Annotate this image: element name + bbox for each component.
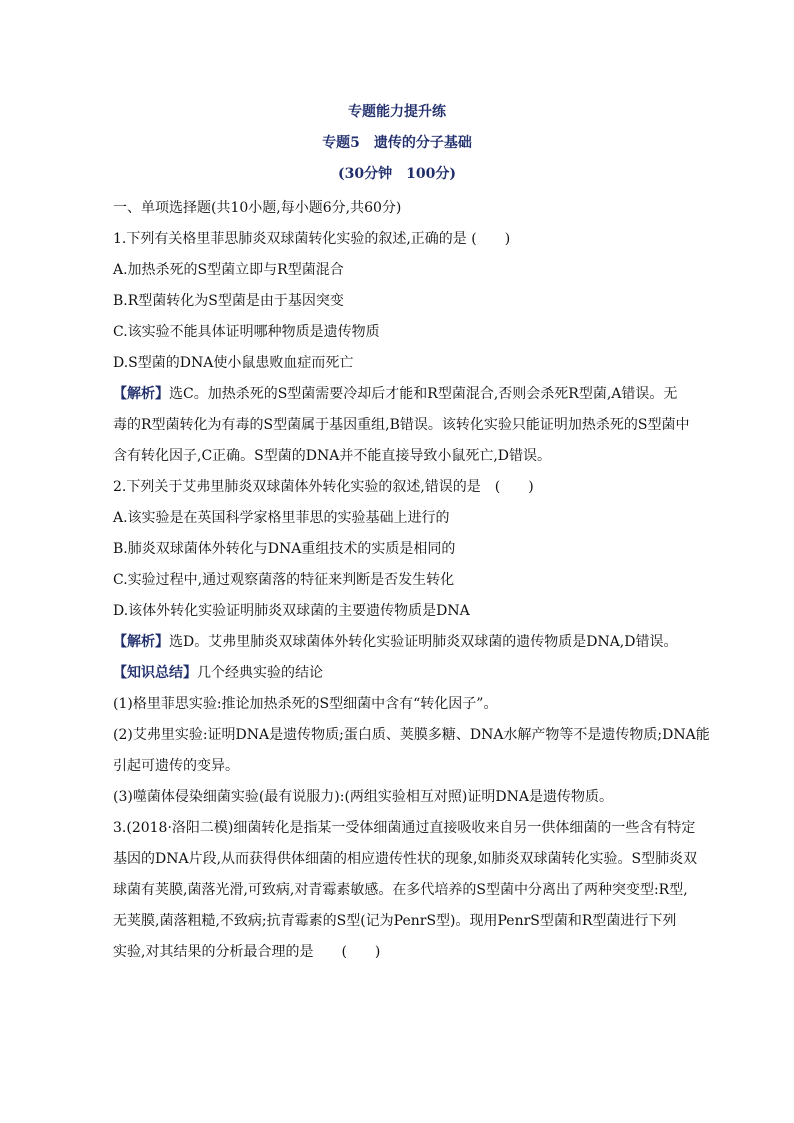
question-3-line-5: 实验,对其结果的分析最合理的是 ( ) <box>113 944 381 960</box>
question-2-option-d: D.该体外转化实验证明肺炎双球菌的主要遗传物质是DNA <box>113 603 470 619</box>
analysis-text: 选C。加热杀死的S型菌需要冷却后才能和R型菌混合,否则会杀死R型菌,A错误。无 <box>169 386 678 402</box>
page-title: 专题能力提升练 <box>348 104 446 120</box>
question-2-option-b: B.肺炎双球菌体外转化与DNA重组技术的实质是相同的 <box>113 541 456 557</box>
summary-title: 几个经典实验的结论 <box>197 665 323 681</box>
question-1-analysis-line-1 <box>113 379 703 410</box>
question-2-option-a: A.该实验是在英国科学家格里菲思的实验基础上进行的 <box>113 510 450 526</box>
question-1-analysis-line-3: 含有转化因子,C正确。S型菌的DNA并不能直接导致小鼠死亡,D错误。 <box>113 448 552 464</box>
summary-item-2: (2)艾弗里实验:证明DNA是遗传物质;蛋白质、荚膜多糖、DNA水解产物等不是遗传物质;DNA能 <box>113 727 710 743</box>
summary-tag: 【知识总结】 <box>113 665 197 681</box>
question-3-line-2: 基因的DNA片段,从而获得供体细菌的相应遗传性状的现象,如肺炎双球菌转化实验。S型肺炎双 <box>113 851 698 867</box>
summary-item-3: (3)噬菌体侵染细菌实验(最有说服力):(两组实验相互对照)证明DNA是遗传物质。 <box>113 789 613 805</box>
question-1-option-c: C.该实验不能具体证明哪种物质是遗传物质 <box>113 324 380 340</box>
analysis-text: 选D。艾弗里肺炎双球菌体外转化实验证明肺炎双球菌的遗传物质是DNA,D错误。 <box>169 634 678 650</box>
question-1-analysis-line-2: 毒的R型菌转化为有毒的S型菌属于基因重组,B错误。该转化实验只能证明加热杀死的S型菌中 <box>113 417 690 433</box>
question-3-line-3: 球菌有荚膜,菌落光滑,可致病,对青霉素敏感。在多代培养的S型菌中分离出了两种突变型:R型, <box>113 882 688 898</box>
question-1-option-a: A.加热杀死的S型菌立即与R型菌混合 <box>113 262 344 278</box>
question-2-analysis <box>113 627 703 658</box>
time-score: (30分钟 100分) <box>338 166 456 182</box>
section-heading: 一、单项选择题(共10小题,每小题6分,共60分) <box>113 200 402 216</box>
topic-subtitle: 专题5 遗传的分子基础 <box>322 135 472 151</box>
summary-item-1: (1)格里菲思实验:推论加热杀死的S型细菌中含有“转化因子”。 <box>113 696 498 712</box>
summary-item-2-cont: 引起可遗传的变异。 <box>113 758 239 774</box>
question-3-line-1: 3.(2018·洛阳二模)细菌转化是指某一受体细菌通过直接吸收来自另一供体细菌的一些含有特定 <box>113 820 696 836</box>
question-1-option-d: D.S型菌的DNA使小鼠患败血症而死亡 <box>113 355 354 371</box>
question-1-option-b: B.R型菌转化为S型菌是由于基因突变 <box>113 293 344 309</box>
analysis-tag: 【解析】 <box>113 634 169 650</box>
question-3-line-4: 无荚膜,菌落粗糙,不致病;抗青霉素的S型(记为PenrS型)。现用PenrS型菌和R型菌进行下列 <box>113 913 677 929</box>
question-2-option-c: C.实验过程中,通过观察菌落的特征来判断是否发生转化 <box>113 572 455 588</box>
question-2-stem: 2.下列关于艾弗里肺炎双球菌体外转化实验的叙述,错误的是 ( ) <box>113 479 534 495</box>
analysis-tag: 【解析】 <box>113 386 169 402</box>
summary-heading <box>113 658 703 689</box>
document-body <box>113 193 710 968</box>
question-1-stem: 1.下列有关格里菲思肺炎双球菌转化实验的叙述,正确的是 ( ) <box>113 231 511 247</box>
